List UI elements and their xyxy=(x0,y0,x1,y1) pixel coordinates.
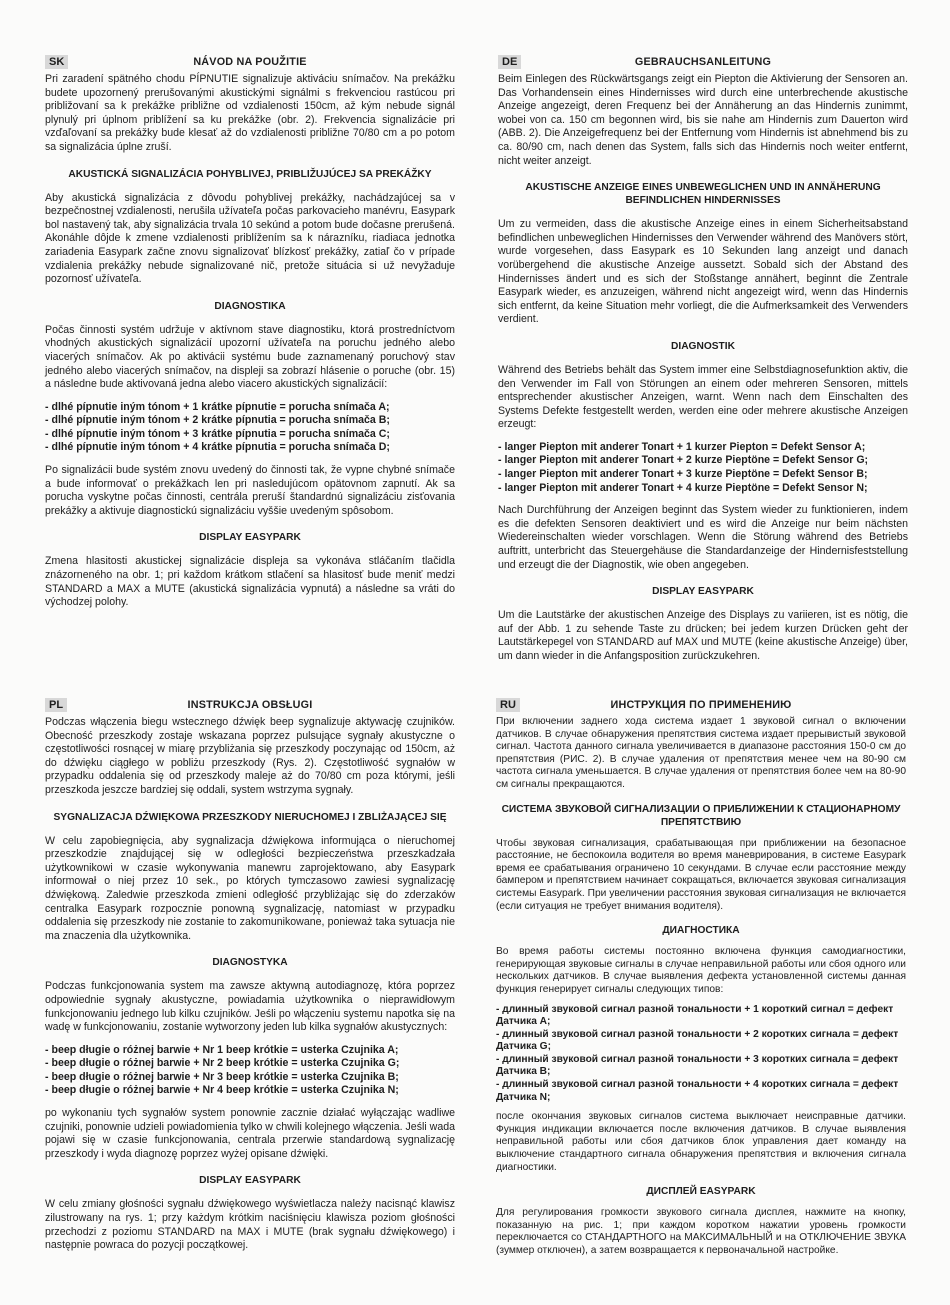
intro-paragraph: При включении заднего хода система издает 1 звуковой сигнал о включении датчиков. В случае обнаружения препятствия система издает прерывистый звуковой сигнал. Частота данного сигнала увеличивается в диапазоне расстояния 150-0 см до препятствия (РИС. 2). В случае удаления от препятствия менее чем на 80-90 см частота сигнала уменьшается. В случае удаления от препятствия более чем на 80-90 см сигналы прекращаются. xyxy=(496,716,906,790)
section-ru xyxy=(496,698,906,1258)
display-heading: DISPLAY EASYPARK xyxy=(199,532,301,544)
section-title: GEBRAUCHSANLEITUNG xyxy=(634,56,772,68)
static-obstacle-paragraph: W celu zapobiegnięcia, aby sygnalizacja dźwiękowa informująca o nieruchomej przeszkodzie znajdującej się w odległości bezpieczeństwa przeszkadzała użytkownikowi w czasie wykonywania manewru zaprojektowano, aby Easypark informował o niej przez 10 sek., po których tymczasowo zawiesi sygnalizację dźwiękową. Zaledwie przeszkoda zmieni odległość przybliżając się do zderzaków centralka Easypark rozpocznie ponowną sygnalizację, natomiast w przypadku oddalenia się przeszkody nie zostanie to zakomunikowane, ponieważ taka sytuacja nie ma znaczenia dla użytkownika. xyxy=(45,834,455,942)
display-heading: DISPLAY EASYPARK xyxy=(652,586,754,598)
after-signal-paragraph: после окончания звуковых сигналов система выключает неисправные датчики. Функция индикации включается после включения датчиков. В случае выявления неправильной работы или сбоя датчиков блок управления дает команду на выключение стандартного сигнала обнаружения препятствия и включения сигнала диагностики. xyxy=(496,1111,906,1173)
language-code: RU xyxy=(496,698,520,712)
diagnostics-paragraph: Während des Betriebs behält das System immer eine Selbstdiagnosefunktion aktiv, die den Verwender im Fall von Störungen an einem oder mehreren Sensoren, mittels entsprechender akustischer Anzeigen, warnt. Wenn nach dem Einschalten des Systems Defekte festgestellt werden, werden eine oder mehrere akustische Anzeigen erzeugt: xyxy=(498,363,908,431)
fault-code-item: - длинный звуковой сигнал разной тональности + 1 короткий сигнал = дефект Датчика А; xyxy=(496,1003,894,1028)
diagnostics-paragraph: Во время работы системы постоянно включена функция самодиагностики, генерирующая звуковые сигналы в случае неправильной работы или сбоя одного или нескольких датчиков. В случае выявления дефекта установленной системы данная функция генерирует сигналы следующих типов: xyxy=(496,946,906,995)
fault-code-list xyxy=(45,1044,455,1098)
fault-code-item: - dlhé pípnutie iným tónom + 3 krátke pípnutia = porucha snímača C; xyxy=(45,427,390,440)
display-heading: ДИСПЛЕЙ EASYPARK xyxy=(646,1186,756,1198)
after-signal-paragraph: Nach Durchführung der Anzeigen beginnt das System wieder zu funktionieren, indem es die defekten Sensoren deaktiviert und es wird die Anzeige nur beim nächsten Wiedereinschalten wieder vorschlagen. Wenn die Störung während des Betriebs auftritt, unterbricht das Steuergehäuse die Standardanzeige der Hindernisfeststellung und erzeugt die der Diagnostik, wie oben angegeben. xyxy=(498,504,908,571)
diagnostics-paragraph: Podczas funkcjonowania system ma zawsze aktywną autodiagnozę, która poprzez odpowiednie sygnały akustyczne, powiadamia użytkownika o nieprawidłowym funkcjonowaniu jednego lub kilku czujników. Jeśli po włączeniu systemu napotka się na wadę w funkcjonowaniu, zostanie wytworzony jeden lub kilka sygnałów akustycznych: xyxy=(45,980,455,1034)
section-title: NÁVOD NA POUŽITIE xyxy=(193,56,307,68)
fault-code-item: - длинный звуковой сигнал разной тональности + 2 коротких сигнала = дефект Датчика G; xyxy=(496,1028,899,1053)
fault-code-item: - beep długie o różnej barwie + Nr 3 beep krótkie = usterka Czujnika B; xyxy=(45,1070,399,1083)
fault-code-item: - beep długie o różnej barwie + Nr 4 beep krótkie = usterka Czujnika N; xyxy=(45,1084,399,1097)
diagnostics-heading: ДИАГНОСТИКА xyxy=(662,925,740,937)
fault-code-item: - langer Piepton mit anderer Tonart + 3 kurze Pieptöne = Defekt Sensor B; xyxy=(498,468,868,481)
section-header xyxy=(45,55,455,69)
fault-code-list xyxy=(496,1004,906,1105)
section-de xyxy=(498,55,908,664)
fault-code-list xyxy=(45,401,455,455)
fault-code-item: - langer Piepton mit anderer Tonart + 1 kurzer Piepton = Defekt Sensor A; xyxy=(498,440,866,453)
static-obstacle-heading: AKUSTICKÁ SIGNALIZÁCIA POHYBLIVEJ, PRIBLIŽUJÚCEJ SA PREKÁŽKY xyxy=(68,168,432,180)
static-obstacle-heading: СИСТЕМА ЗВУКОВОЙ СИГНАЛИЗАЦИИ О ПРИБЛИЖЕНИИ К СТАЦИОНАРНОМУ ПРЕПЯТСТВИЮ xyxy=(501,803,901,828)
section-header xyxy=(498,55,908,69)
fault-code-item: - langer Piepton mit anderer Tonart + 4 kurze Pieptöne = Defekt Sensor N; xyxy=(498,481,868,494)
fault-code-list xyxy=(498,441,908,495)
fault-code-item: - langer Piepton mit anderer Tonart + 2 kurze Pieptöne = Defekt Sensor G; xyxy=(498,454,869,467)
display-paragraph: Zmena hlasitosti akustickej signalizácie displeja sa vykonáva stláčaním tlačidla znázorneného na obr. 1; pri každom krátkom stlačení sa hlasitosť bude meniť medzi STANDARD a MAX a MUTE (akustická signalizácia vypnutá) a následne sa vráti do východzej polohy. xyxy=(45,555,455,609)
display-heading: DISPLAY EASYPARK xyxy=(199,1175,301,1187)
static-obstacle-paragraph: Aby akustická signalizácia z dôvodu pohyblivej prekážky, nachádzajúcej sa v bezpečnostnej vzdialenosti, nerušila užívateľa počas parkovacieho manévru, Easypark bol nastavený tak, aby signalizácia trvala 10 sekúnd a potom bude dočasne prerušená. Akonáhle dôjde k zmene vzdialenosti priblížením sa k nárazníku, riadiaca jednotka zariadenia Easypark začne znovu signalizovať blízkosť prekážky, zatiaľ čo v prípade vzdialenia prekážky nebude signalizované nič, pretože situácia si už nevyžaduje pozornosť užívateľa. xyxy=(45,191,455,286)
fault-code-item: - длинный звуковой сигнал разной тональности + 4 коротких сигнала = дефект Датчика N; xyxy=(496,1079,899,1103)
after-signal-paragraph: Po signalizácii bude systém znovu uvedený do činnosti tak, že vypne chybné snímače a bude informovať o prekážkach len pri nasledujúcom opätovnom zapnutí. Ak sa porucha vyskytne počas činnosti, centrála preruší štandardnú signalizáciu zisťovania prekážky a aktivuje diagnostickú signalizáciu vyššie uvedeným spôsobom. xyxy=(45,464,455,517)
section-pl xyxy=(45,698,455,1253)
diagnostics-heading: DIAGNOSTIK xyxy=(671,340,735,352)
fault-code-item: - длинный звуковой сигнал разной тональности + 3 коротких сигнала = дефект Датчика B; xyxy=(496,1053,899,1078)
display-paragraph: W celu zmiany głośności sygnału dźwiękowego wyświetlacza należy nacisnąć klawisz zilustrowany na rys. 1; przy każdym krótkim naciśnięciu klawisza poziom głośności przechodzi z poziomu STANDARD na MAX i MUTE (brak sygnału dźwiękowego) i następnie powraca do pozycji początkowej. xyxy=(45,1198,455,1252)
intro-paragraph: Pri zaradení spätného chodu PÍPNUTIE signalizuje aktiváciu snímačov. Na prekážku budete upozornený prerušovanými akustickými signálmi s frekvenciou rastúcou pri približovaní sa k prekážke približne od vzdialenosti 150cm, až kým nebude signál plynulý pri úplnom priblížení sa ku prekážke (obr. 2). Frekvencia signalizácie pri vzďaľovaní sa prekážky bude klesať až do vzdialenosti približne 70/80 cm a po potom sa signalizácia úplne zruší. xyxy=(45,73,455,153)
intro-paragraph: Beim Einlegen des Rückwärtsgangs zeigt ein Piepton die Aktivierung der Sensoren an. Das Vorhandensein eines Hindernisses wird durch eine unterbrechende akustische Anzeige angezeigt, deren Frequenz bei der Annäherung an das Hindernis zunimmt, wobei von ca. 150 cm begonnen wird, bis sie nahe am Hindernis zum Dauerton wird (ABB. 2). Die Anzeigefrequenz bei der Entfernung vom Hindernis ist abnehmend bis zu ca. 80/90 cm, nach denen das System, falls sich das Hindernis noch weiter entfernt, nicht weiter anzeigt. xyxy=(498,73,908,167)
static-obstacle-heading: AKUSTISCHE ANZEIGE EINES UNBEWEGLICHEN UND IN ANNÄHERUNG BEFINDLICHEN HINDERNISSES xyxy=(525,182,881,207)
fault-code-item: - dlhé pípnutie iným tónom + 1 krátke pípnutie = porucha snímača A; xyxy=(45,400,390,413)
section-header xyxy=(496,698,906,712)
section-sk xyxy=(45,55,455,610)
language-code: SK xyxy=(45,55,68,69)
fault-code-item: - beep długie o różnej barwie + Nr 1 beep krótkie = usterka Czujnika A; xyxy=(45,1043,399,1056)
language-code: DE xyxy=(498,55,521,69)
diagnostics-heading: DIAGNOSTYKA xyxy=(212,957,288,969)
static-obstacle-paragraph: Um zu vermeiden, dass die akustische Anzeige eines in einem Sicherheitsabstand befindlichen unbeweglichen Hindernisses den Verwender während des Manövers stört, wurde vorgesehen, dass Easypark es 10 Sekunden lang anzeigt und danach vorübergehend die akustische Anzeige aussetzt. Sobald sich der Abstand des Hindernisses ändert und es sich der Stoßstange annähert, beginnt die Zentrale Easypark wieder, es anzuzeigen, während nicht angezeigt wird, wenn das Hindernis sich entfernt, da keine Situation mehr vorliegt, die die Aufmerksamkeit des Verwenders verdient. xyxy=(498,218,908,326)
after-signal-paragraph: po wykonaniu tych sygnałów system ponownie zacznie działać wyłączając wadliwe czujniki, ponownie udzieli powiadomienia tylko w chwili kolejnego włączenia. Jeśli wada pojawi się w czasie funkcjonowania, centrala przerwie standardową sygnalizację przeszkody i wyda diagnozę poprzez wyżej opisane dźwięki. xyxy=(45,1107,455,1160)
diagnostics-heading: DIAGNOSTIKA xyxy=(214,300,286,312)
section-header xyxy=(45,698,455,712)
static-obstacle-heading: SYGNALIZACJA DŹWIĘKOWA PRZESZKODY NIERUCHOMEJ I ZBLIŻAJĄCEJ SIĘ xyxy=(53,811,447,823)
fault-code-item: - beep długie o różnej barwie + Nr 2 beep krótkie = usterka Czujnika G; xyxy=(45,1057,400,1070)
intro-paragraph: Podczas włączenia biegu wstecznego dźwięk beep sygnalizuje aktywację czujników. Obecność przeszkody zostaje wskazana poprzez pulsujące sygnały akustyczne o częstotliwości rosnącej w miarę przybliżania się przeszkody poczynając od 150cm, aż do dźwięku ciągłego w pobliżu przeszkody (Rys. 2). Częstotliwość sygnałów w przypadku oddalenia się od przeszkody maleje aż do 70/80 cm poza którymi, jeśli przeszkoda jeszcze bardziej się oddali, system wstrzyma sygnały. xyxy=(45,716,455,796)
static-obstacle-paragraph: Чтобы звуковая сигнализация, срабатывающая при приближении на безопасное расстояние, не беспокоила водителя во время маневрирования, в системе Easypark время ее срабатывания ограничено 10 секундами. В случае если расстояние между бампером и препятствием начинает сокращаться, включается звуковая сигнализация системы Easypark. При увеличении расстояния звуковая сигнализация не включается (если ситуация не требует внимания водителя). xyxy=(496,837,906,912)
diagnostics-paragraph: Počas činnosti systém udržuje v aktívnom stave diagnostiku, ktorá prostredníctvom vhodných akustických signalizácií upozorní užívateľa na poruchu jedného alebo viacerých snímačov. Ak po aktivácii systému bude zaznamenaný poruchový stav jedného alebo viacerých snímačov, na displeji sa zobrazí hlásenie o poruche (obr. 15) a následne bude aktivovaná jedna alebo viacero akustických signalizácií: xyxy=(45,323,455,391)
section-title: INSTRUKCJA OBSŁUGI xyxy=(187,699,313,711)
language-code: PL xyxy=(45,698,67,712)
display-paragraph: Um die Lautstärke der akustischen Anzeige des Displays zu variieren, ist es nötig, die auf der Abb. 1 zu sehende Taste zu drücken; bei jedem kurzen Drücken geht der Lautstärkepegel von STANDARD auf MAX und MUTE (keine akustische Anzeige) über, um dann wieder in die Anfangsposition zurückzukehren. xyxy=(498,609,908,662)
display-paragraph: Для регулирования громкости звукового сигнала дисплея, нажмите на кнопку, показанную на рис. 1; при каждом коротком нажатии уровень громкости переключается со СТАНДАРТНОГО на МАКСИМАЛЬНЫЙ и на ОТКЛЮЧЕНИЕ ЗВУКА (зуммер отключен), а затем возвращается к первоначальной настройке. xyxy=(496,1207,906,1256)
fault-code-item: - dlhé pípnutie iným tónom + 4 krátke pípnutia = porucha snímača D; xyxy=(45,441,390,454)
section-title: ИНСТРУКЦИЯ ПО ПРИМЕНЕНИЮ xyxy=(610,699,792,711)
fault-code-item: - dlhé pípnutie iným tónom + 2 krátke pípnutia = porucha snímača B; xyxy=(45,414,390,427)
